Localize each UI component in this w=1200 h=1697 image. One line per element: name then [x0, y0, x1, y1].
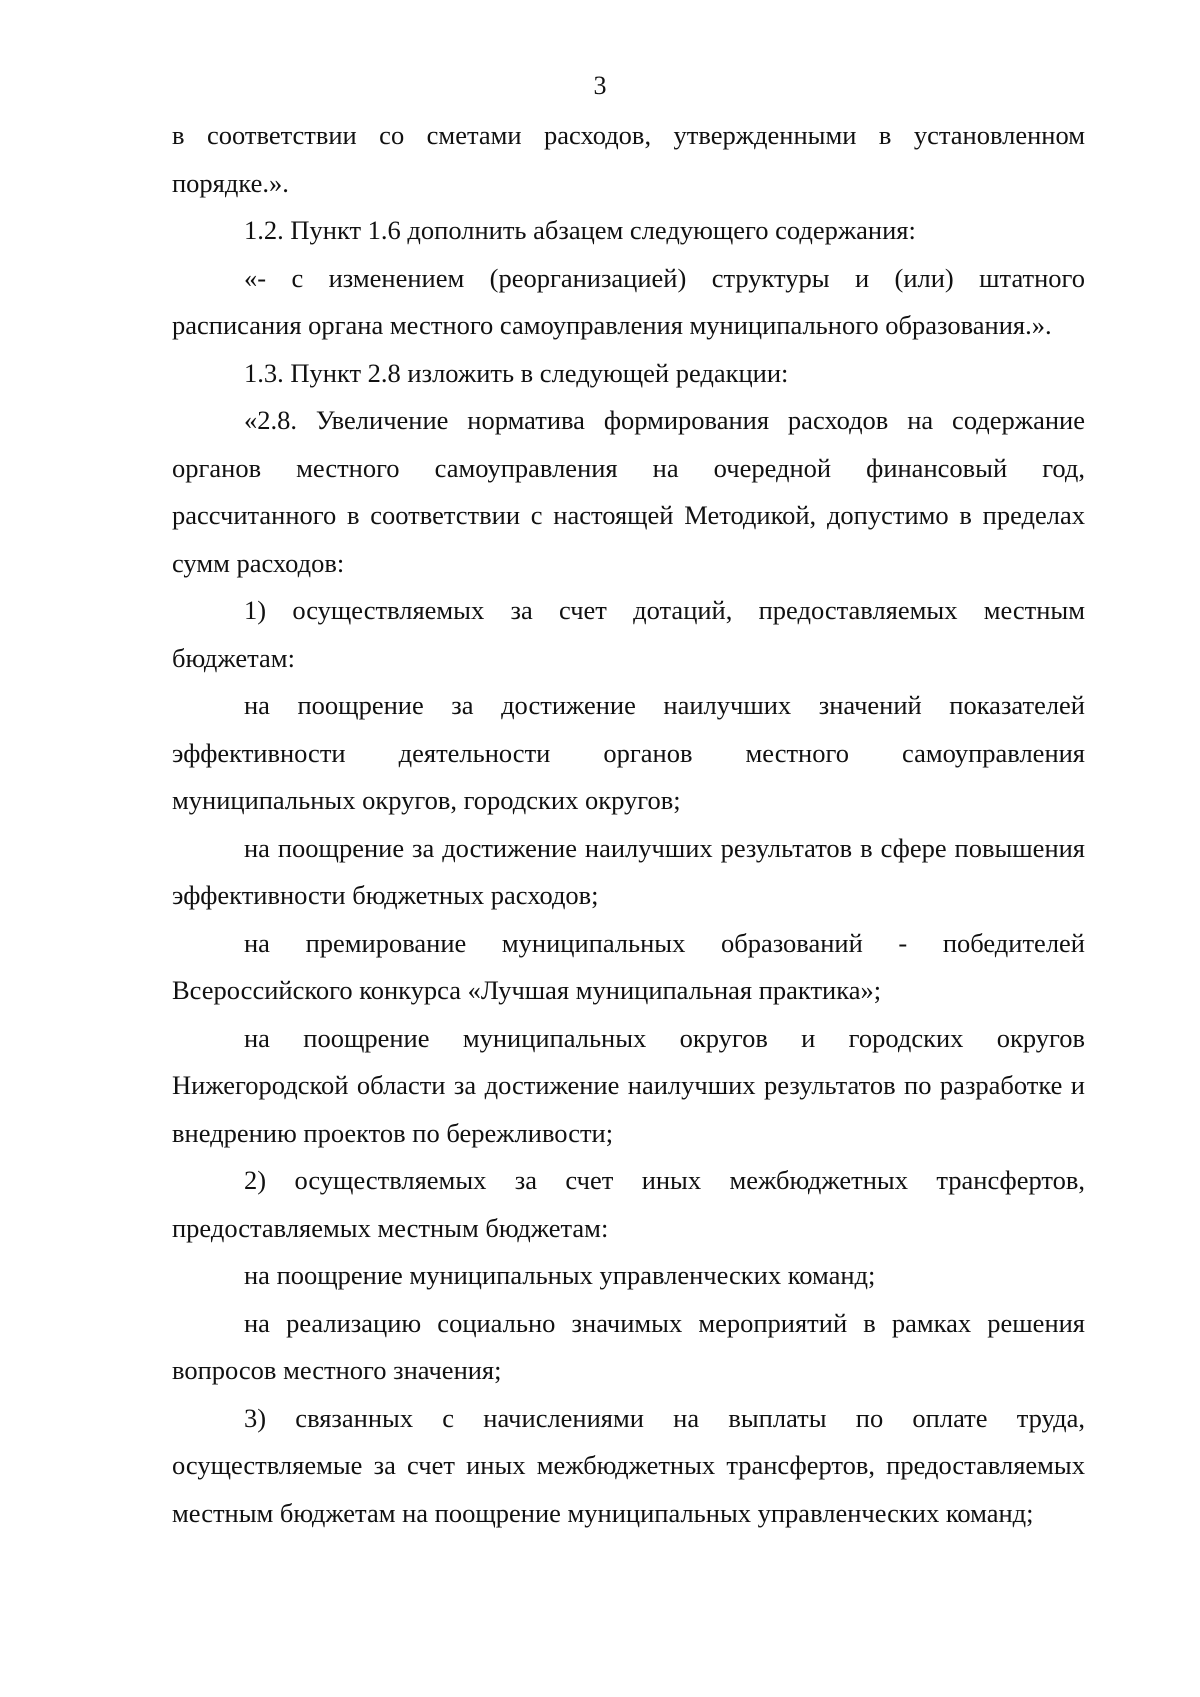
paragraph-1: в соответствии со сметами расходов, утвержденными в установленном порядке.».: [172, 120, 1085, 198]
page-number: 3: [593, 71, 607, 100]
paragraph-11: 2) осуществляемых за счет иных межбюджетных трансфертов, предоставляемых местным бюджетам:: [172, 1165, 1085, 1243]
document-body: [172, 112, 1085, 1537]
paragraph-5: «2.8. Увеличение норматива формирования расходов на содержание органов местного самоуправления на очередной финансовый год, рассчитанного в соответствии с настоящей Методикой, допустимо в пределах сумм расходов:: [172, 405, 1085, 578]
paragraph-7: на поощрение за достижение наилучших значений показателей эффективности деятельности органов местного самоуправления муниципальных округов, городских округов;: [172, 690, 1085, 815]
paragraph-6: 1) осуществляемых за счет дотаций, предоставляемых местным бюджетам:: [172, 595, 1085, 673]
paragraph-3: «- с изменением (реорганизацией) структуры и (или) штатного расписания органа местного самоуправления муниципального образования.».: [172, 262, 1085, 340]
paragraph-10: на поощрение муниципальных округов и городских округов Нижегородской области за достижение наилучших результатов по разработке и внедрению проектов по бережливости;: [172, 1022, 1085, 1148]
paragraph-4: 1.3. Пункт 2.8 изложить в следующей редакции:: [244, 357, 789, 388]
paragraph-9: на премирование муниципальных образований - победителей Всероссийского конкурса «Лучшая муниципальная практика»;: [172, 927, 1085, 1005]
paragraph-12: на поощрение муниципальных управленческих команд;: [244, 1260, 876, 1290]
paragraph-14: 3) связанных с начислениями на выплаты по оплате труда, осуществляемые за счет иных межбюджетных трансфертов, предоставляемых местным бюджетам на поощрение муниципальных управленческих команд;: [172, 1402, 1085, 1528]
paragraph-13: на реализацию социально значимых мероприятий в рамках решения вопросов местного значения;: [172, 1307, 1085, 1385]
paragraph-8: на поощрение за достижение наилучших результатов в сфере повышения эффективности бюджетных расходов;: [172, 832, 1085, 910]
paragraph-2: 1.2. Пункт 1.6 дополнить абзацем следующего содержания:: [244, 215, 916, 245]
